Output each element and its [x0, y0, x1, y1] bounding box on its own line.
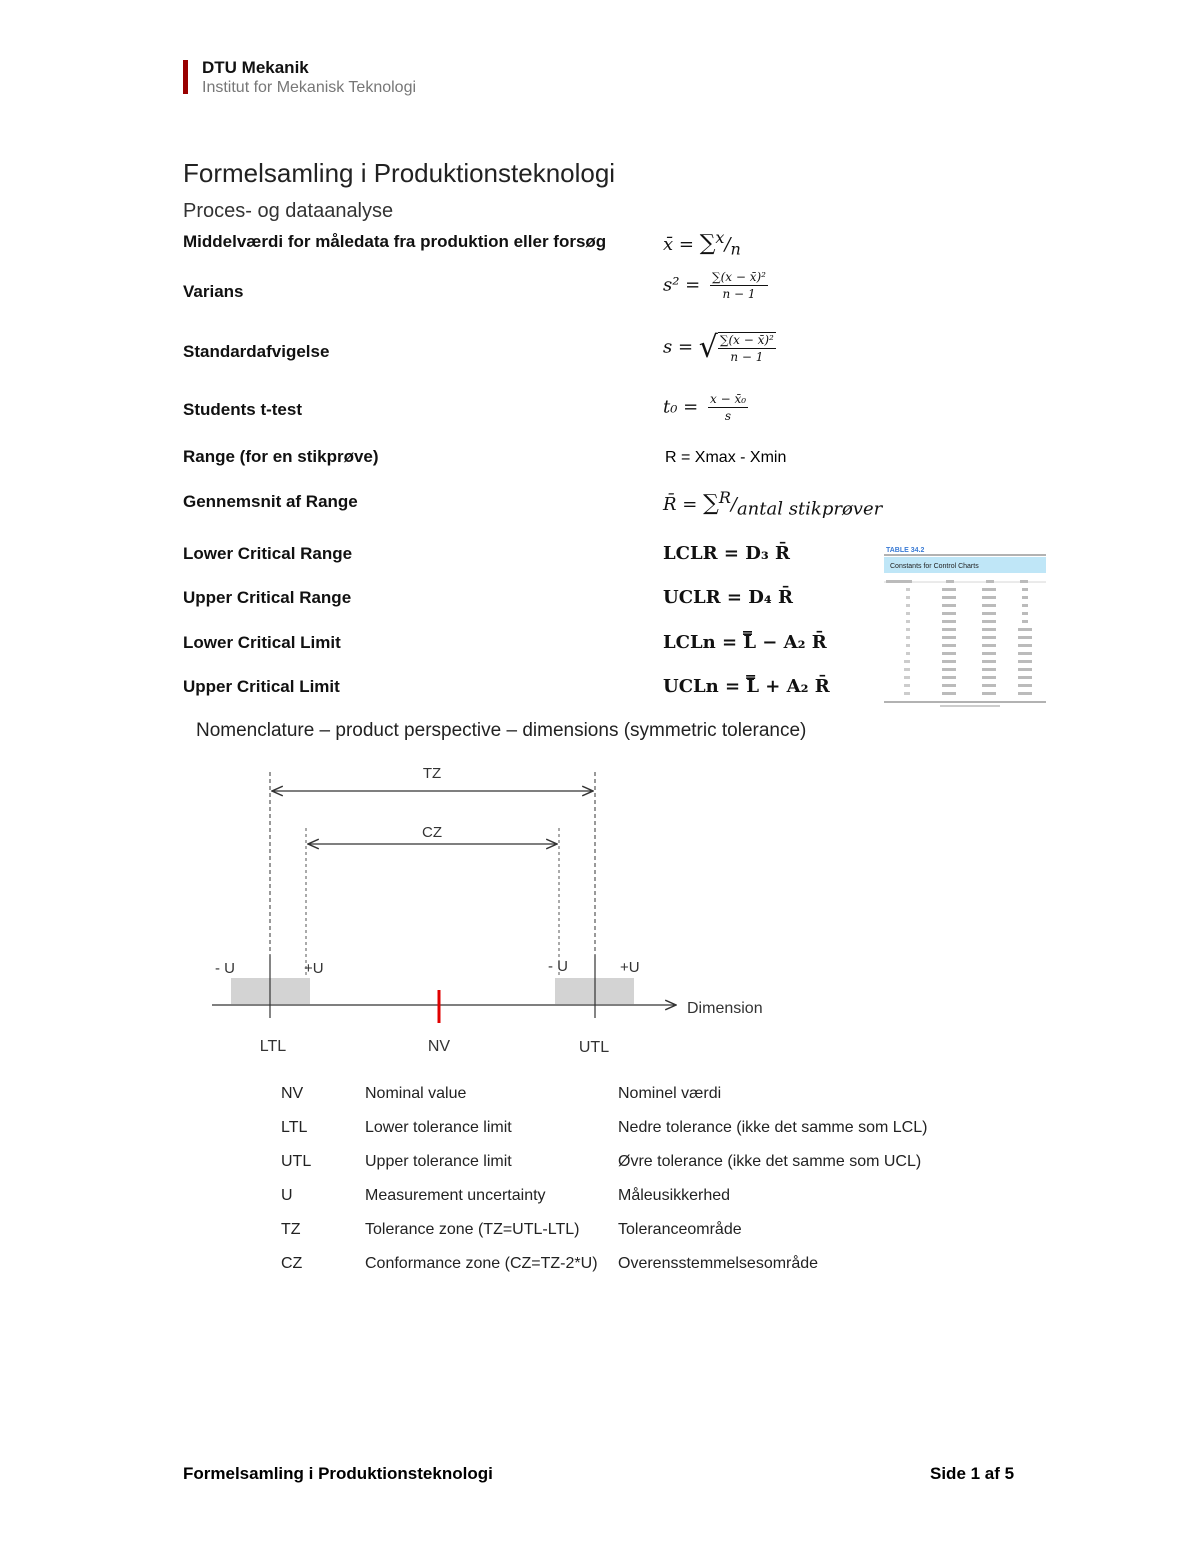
formula-mean: x̄ = $\sum^x/_n$ [663, 228, 741, 259]
formula-label-lcl-range: Lower Critical Range [183, 544, 353, 563]
formula-label-ttest: Students t-test [183, 400, 302, 419]
nomenclature-english: Upper tolerance limit [365, 1153, 512, 1170]
nomenclature-danish: Øvre tolerance (ikke det samme som UCL) [618, 1153, 922, 1170]
minus-u-right-label: - U [548, 958, 568, 975]
formula-stddev [663, 330, 776, 365]
sum-symbol: ∑ [699, 231, 716, 256]
tolerance-diagram [200, 760, 800, 1060]
formula-ucl-limit: UCLn = L̿ + A₂ R̄ [663, 676, 830, 697]
nomenclature-abbr: LTL [281, 1119, 308, 1136]
utl-label: UTL [578, 1039, 610, 1056]
formula-label-ucl-range: Upper Critical Range [183, 588, 352, 607]
sum-symbol: ∑ [703, 491, 719, 516]
footer-title: Formelsamling i Produktionsteknologi [183, 1464, 493, 1483]
sqrt-symbol: √ [698, 330, 718, 365]
nomenclature-abbr: U [281, 1187, 293, 1204]
formula-label-variance: Varians [183, 282, 244, 301]
formula-ttest-lhs: t₀ = [663, 396, 699, 418]
nomenclature-danish: Måleusikkerhed [618, 1187, 731, 1204]
control-chart-constants-table [884, 544, 1046, 709]
nomenclature-english: Conformance zone (CZ=TZ-2*U) [365, 1255, 598, 1272]
formula-label-stddev: Standardafvigelse [183, 342, 330, 361]
formula-avg-range-lhs: R̄ = [663, 494, 698, 515]
formula-stddev-lhs: s = [663, 336, 694, 358]
formula-label-ucl-limit: Upper Critical Limit [183, 677, 340, 696]
header-accent-bar [183, 60, 188, 94]
nomenclature-abbr: CZ [281, 1255, 303, 1272]
nomenclature-english: Tolerance zone (TZ=UTL-LTL) [365, 1221, 580, 1238]
formula-avg-range-den: antal stikprøver [736, 498, 883, 520]
ltl-label: LTL [259, 1038, 287, 1055]
formula-lcl-limit: LCLn = L̿ − A₂ R̄ [663, 632, 827, 653]
formula-ttest-num: x − x̄₀ [710, 392, 747, 406]
diagram-title: Nomenclature – product perspective – dimensions (symmetric tolerance) [196, 720, 807, 741]
formula-variance [663, 270, 768, 301]
formula-mean-num: x [715, 228, 725, 247]
tz-label: TZ [422, 765, 442, 782]
formula-range: R = Xmax - Xmin [665, 449, 787, 466]
dimension-axis-label: Dimension [687, 1000, 763, 1017]
nomenclature-danish: Overensstemmelsesområde [618, 1255, 819, 1272]
formula-variance-num: ∑(x − x̄)² [712, 270, 766, 284]
nomenclature-abbr: TZ [281, 1221, 301, 1238]
formula-label-lcl-limit: Lower Critical Limit [183, 633, 341, 652]
formula-variance-lhs: s² = [663, 274, 701, 296]
formula-label-range: Range (for en stikprøve) [183, 447, 379, 466]
cz-label: CZ [422, 824, 442, 841]
formula-ucl-range: UCLR = D₄ R̄ [663, 587, 793, 608]
formula-label-mean: Middelværdi for måledata fra produktion eller forsøg [183, 232, 607, 251]
header-org: DTU Mekanik [202, 58, 309, 77]
formula-label-avg-range: Gennemsnit af Range [183, 492, 358, 511]
formula-lcl-range: LCLR = D₃ R̄ [663, 543, 790, 564]
nomenclature-danish: Toleranceområde [618, 1221, 742, 1238]
nomenclature-danish: Nominel værdi [618, 1085, 722, 1102]
formula-avg-range-num: R [718, 488, 731, 507]
section-subtitle: Proces- og dataanalyse [183, 200, 394, 222]
formula-mean-lhs: x̄ = [663, 234, 694, 255]
nomenclature-english: Lower tolerance limit [365, 1119, 512, 1136]
page-number: Side 1 af 5 [930, 1464, 1015, 1483]
formula-mean-den: n [730, 239, 741, 259]
formula-ttest-den: s [724, 409, 732, 423]
header-institute: Institut for Mekanisk Teknologi [202, 79, 417, 96]
plus-u-right-label: +U [620, 959, 640, 976]
document-title: Formelsamling i Produktionsteknologi [183, 158, 616, 188]
table-heading: Constants for Control Charts [890, 563, 979, 570]
minus-u-left-label: - U [215, 960, 235, 977]
nomenclature-english: Measurement uncertainty [365, 1187, 546, 1204]
formula-stddev-num: ∑(x − x̄)² [719, 332, 774, 347]
formula-stddev-den: n − 1 [730, 349, 764, 364]
formula-variance-den: n − 1 [722, 287, 756, 301]
nomenclature-abbr: UTL [281, 1153, 312, 1170]
table-caption: TABLE 34.2 [886, 547, 925, 554]
formula-ttest [663, 392, 748, 423]
nomenclature-abbr: NV [281, 1085, 304, 1102]
nv-label: NV [427, 1038, 451, 1055]
nomenclature-english: Nominal value [365, 1085, 467, 1102]
formula-avg-range: R̄ = $\sum^R/_{antal stikprøver}$ [663, 488, 883, 520]
plus-u-left-label: +U [304, 960, 324, 977]
nomenclature-danish: Nedre tolerance (ikke det samme som LCL) [618, 1119, 928, 1136]
